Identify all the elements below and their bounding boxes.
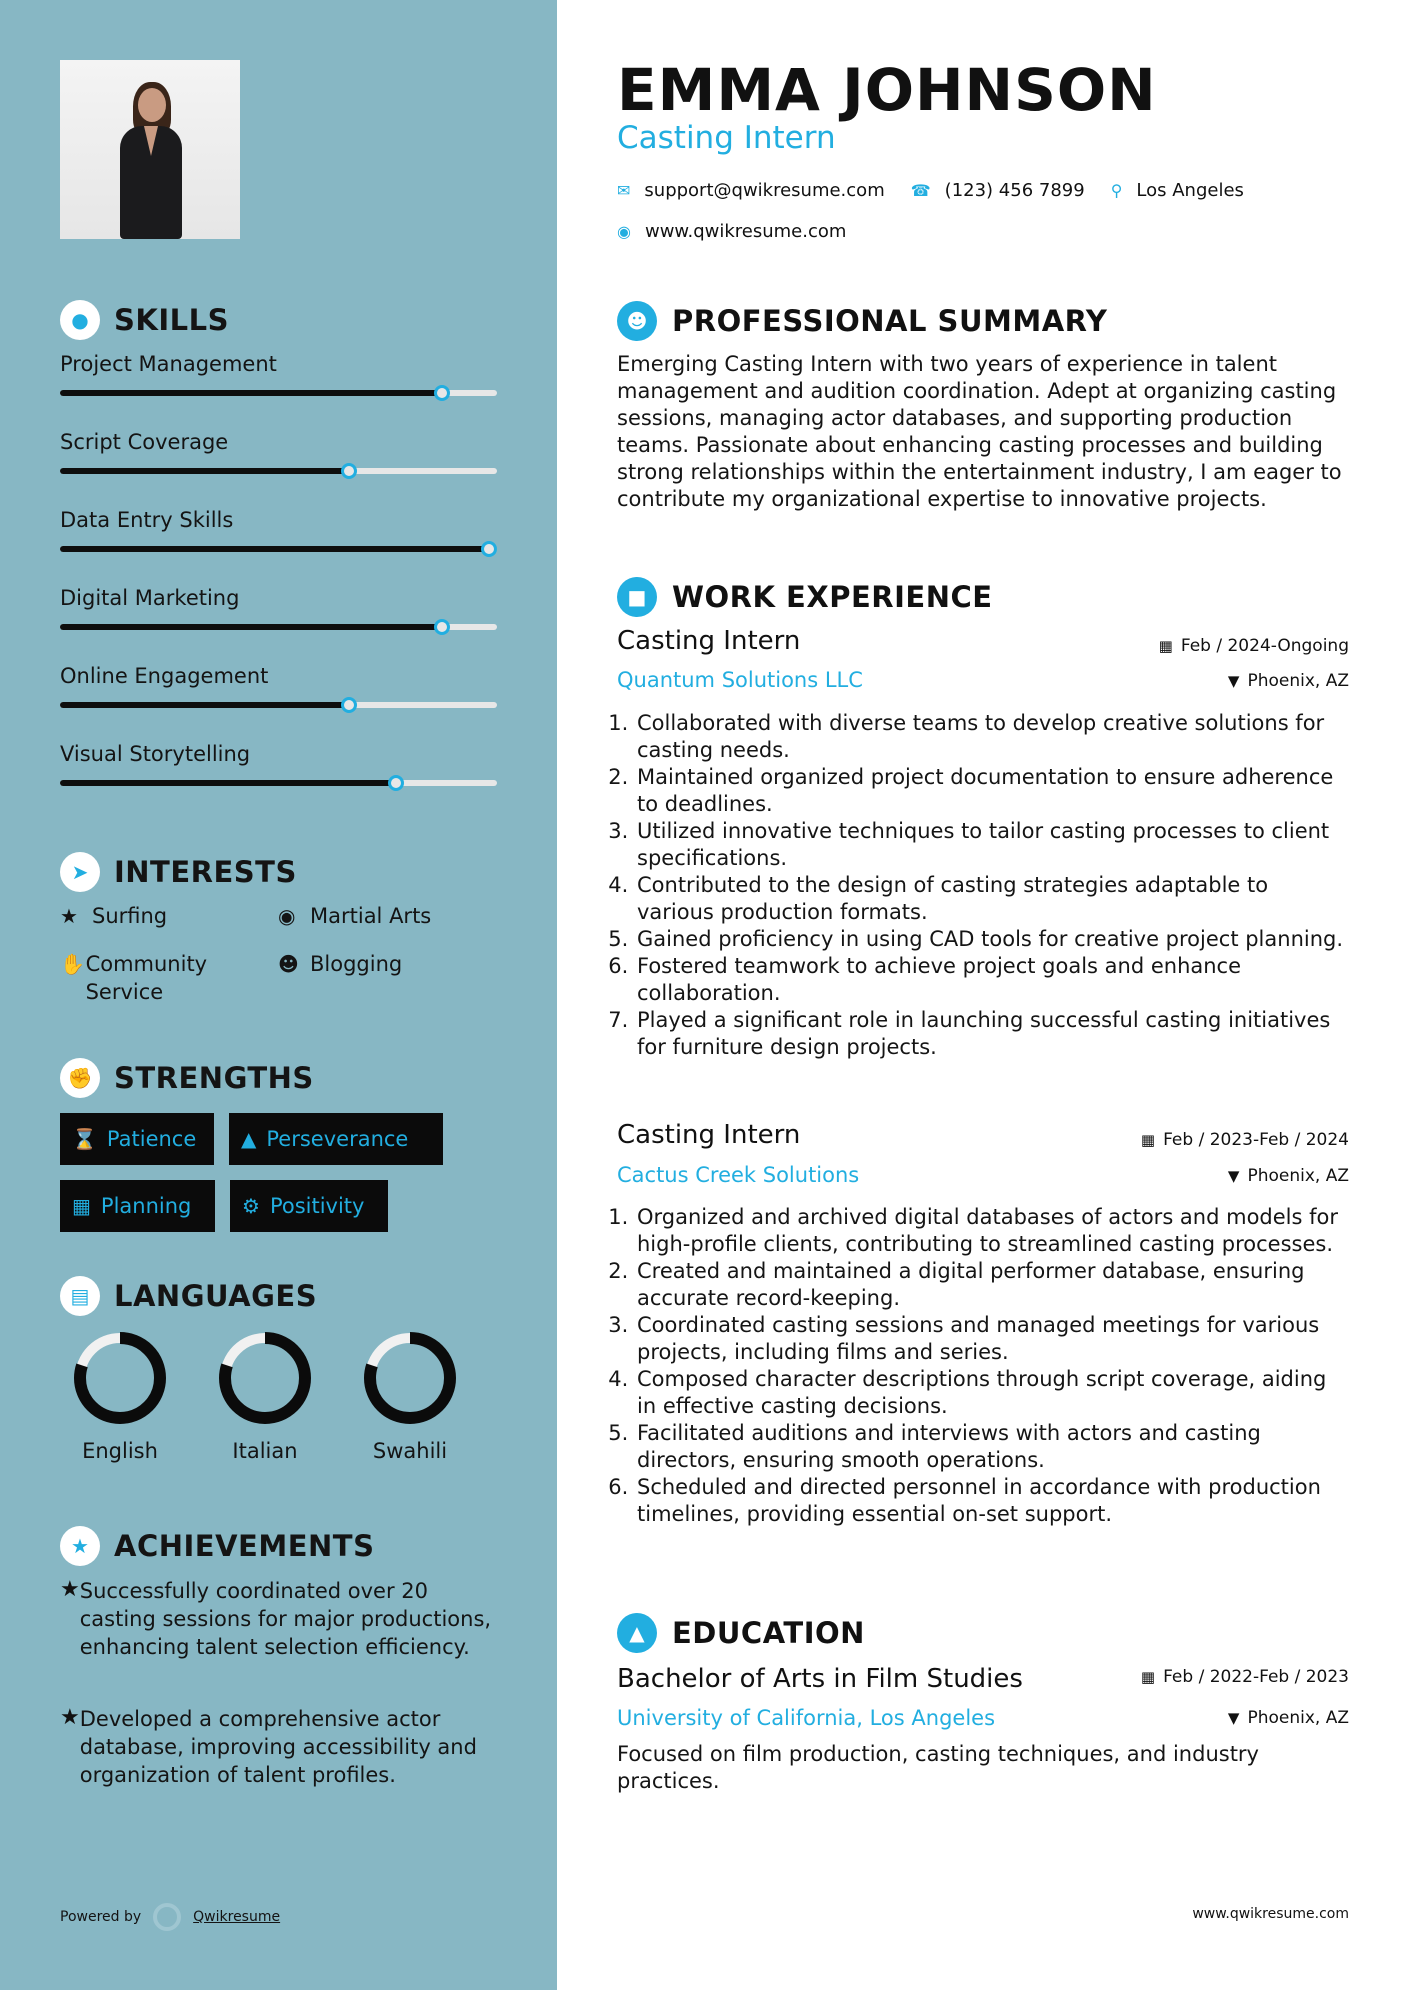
website-link[interactable]: www.qwikresume.com [644, 221, 847, 242]
education-text: Focused on film production, casting techniques, and industry practices. [617, 1742, 1259, 1793]
globe-icon: ◉ [617, 222, 631, 241]
job-location [1228, 1166, 1349, 1186]
skill-bar-fill [60, 780, 396, 786]
powered-by [60, 1903, 280, 1931]
interests-title: INTERESTS [114, 855, 297, 889]
hourglass-icon: ⌛ [72, 1127, 97, 1151]
skill-label: Digital Marketing [60, 586, 240, 610]
skill-label: Script Coverage [60, 430, 229, 454]
chair-icon: ■ [617, 577, 657, 617]
skill-item [60, 586, 497, 610]
skill-bar-fill [60, 702, 349, 708]
star-icon: ★ [60, 904, 78, 928]
skill-bar-fill [60, 390, 442, 396]
duty-item: 3. Coordinated casting sessions and managed meetings for various projects, including films and series. [635, 1312, 1349, 1366]
language-label: Swahili [372, 1439, 448, 1463]
duty-item: 5. Facilitated auditions and interviews with actors and casting directors, ensuring smooth operations. [635, 1420, 1349, 1474]
envelope-icon: ✉ [617, 181, 631, 200]
star-badge-icon: ★ [60, 1526, 100, 1566]
skill-bar-knob [481, 541, 497, 557]
language-item [205, 1331, 325, 1463]
education-title: EDUCATION [672, 1616, 865, 1650]
interests-heading [60, 852, 297, 892]
skill-bar [60, 702, 497, 708]
strength-chip [229, 1113, 443, 1165]
candidate-name: EMMA JOHNSON [617, 56, 1157, 124]
duty-item: 3. Utilized innovative techniques to tailor casting processes to client specifications. [635, 818, 1349, 872]
footer-website[interactable]: www.qwikresume.com [1192, 1906, 1349, 1922]
job-date-text: Feb / 2024-Ongoing [1180, 636, 1349, 656]
strengths-title: STRENGTHS [114, 1061, 314, 1095]
job-location-text: Phoenix, AZ [1247, 1166, 1349, 1186]
strength-label: Positivity [269, 1194, 365, 1218]
skill-bar [60, 468, 497, 474]
users-icon: ☻ [278, 952, 299, 976]
duty-item: 6. Scheduled and directed personnel in accordance with production timelines, providing essential on-set support. [635, 1474, 1349, 1528]
shooting-star-icon: ★ [60, 1577, 80, 1602]
interest-label: Surfing [92, 904, 168, 928]
skill-bar-knob [341, 463, 357, 479]
qwikresume-logo-icon [153, 1903, 181, 1931]
language-item [60, 1331, 180, 1463]
paper-plane-icon: ➤ [60, 852, 100, 892]
pin-icon: ▼ [1227, 1709, 1240, 1727]
achievements-title: ACHIEVEMENTS [114, 1529, 375, 1563]
calendar-icon: ▦ [1140, 1668, 1156, 1686]
job-company: Quantum Solutions LLC [617, 668, 863, 692]
education-location [1228, 1708, 1349, 1728]
achievement-text: Successfully coordinated over 20 casting sessions for major productions, enhancing talent selection efficiency. [79, 1579, 492, 1659]
id-card-icon: ▤ [60, 1276, 100, 1316]
interest-label: Community Service [85, 952, 208, 1004]
skill-bar-knob [434, 619, 450, 635]
pin-icon: ▼ [1227, 672, 1240, 690]
achievement-text: Developed a comprehensive actor database, improving accessibility and organization of talent profiles. [79, 1707, 477, 1787]
skill-bar-fill [60, 468, 349, 474]
summary-title: PROFESSIONAL SUMMARY [672, 304, 1108, 338]
interest-label: Blogging [310, 952, 403, 976]
skill-bar [60, 546, 497, 552]
skill-item [60, 508, 497, 532]
skill-item [60, 430, 497, 454]
strength-chip [60, 1180, 215, 1232]
education-date-text: Feb / 2022-Feb / 2023 [1163, 1667, 1349, 1687]
language-level-ring [73, 1331, 167, 1425]
summary-heading [617, 301, 1107, 341]
languages-title: LANGUAGES [114, 1279, 318, 1313]
duty-item: 5. Gained proficiency in using CAD tools for creative project planning. [635, 926, 1349, 953]
education-heading [617, 1613, 865, 1653]
job-date [1159, 636, 1349, 656]
skills-heading [60, 300, 229, 340]
duty-item: 7. Played a significant role in launching successful casting initiatives for furniture design projects. [635, 1007, 1349, 1061]
gear-icon: ⚙ [242, 1194, 260, 1218]
skill-label: Visual Storytelling [60, 742, 251, 766]
skill-bar [60, 624, 497, 630]
shooting-star-icon: ★ [60, 1705, 80, 1730]
language-label: English [82, 1439, 158, 1463]
skill-item [60, 664, 497, 688]
strength-label: Perseverance [266, 1127, 409, 1151]
duty-item: 1. Organized and archived digital databases of actors and models for high-profile clients, contributing to streamlined casting processes. [635, 1204, 1349, 1258]
skill-label: Online Engagement [60, 664, 269, 688]
languages-heading [60, 1276, 317, 1316]
globe-icon: ◉ [278, 904, 296, 928]
job-company: Cactus Creek Solutions [617, 1163, 860, 1187]
phone-icon: ☎ [910, 181, 931, 200]
skill-bar-fill [60, 624, 442, 630]
achievement-item [60, 1705, 500, 1789]
skills-title: SKILLS [114, 303, 229, 337]
strength-label: Patience [106, 1127, 197, 1151]
language-level-ring [218, 1331, 312, 1425]
candidate-role: Casting Intern [617, 120, 836, 156]
language-level-ring [363, 1331, 457, 1425]
interest-item [278, 950, 402, 978]
skill-label: Data Entry Skills [60, 508, 234, 532]
duty-item: 2. Maintained organized project documentation to ensure adherence to deadlines. [635, 764, 1349, 818]
skill-bar-knob [388, 775, 404, 791]
strengths-heading [60, 1058, 314, 1098]
interest-label: Martial Arts [310, 904, 432, 928]
duty-item: 2. Created and maintained a digital performer database, ensuring accurate record-keeping. [635, 1258, 1349, 1312]
job-duties [617, 1204, 1349, 1528]
pin-icon: ▼ [1227, 1167, 1240, 1185]
contact-row [617, 180, 1270, 201]
lightbulb-icon: ● [60, 300, 100, 340]
strength-label: Planning [100, 1194, 192, 1218]
degree-title: Bachelor of Arts in Film Studies [617, 1664, 1023, 1694]
achievement-item [60, 1577, 500, 1661]
interest-item [60, 902, 167, 930]
experience-title: WORK EXPERIENCE [672, 580, 993, 614]
map-pin-icon: ⚲ [1110, 181, 1123, 200]
skill-bar-knob [434, 385, 450, 401]
experience-heading [617, 577, 993, 617]
summary-text: Emerging Casting Intern with two years of experience in talent management and audition coordination. Adept at organizing casting sessions, managing actor databases, and supporting production teams. Passionate about enhancing casting processes and building strong relationships within the entertainment industry, I am eager to contribute my organizational expertise to innovative projects. [617, 352, 1342, 511]
powered-by-label: Powered by [60, 1909, 142, 1925]
skill-item [60, 352, 497, 376]
duty-item: 6. Fostered teamwork to achieve project goals and enhance collaboration. [635, 953, 1349, 1007]
job-duties [617, 710, 1349, 1061]
skill-bar [60, 780, 497, 786]
skill-bar-fill [60, 546, 489, 552]
profile-photo [60, 60, 240, 239]
duty-item: 4. Composed character descriptions through script coverage, aiding in effective casting decisions. [635, 1366, 1349, 1420]
hand-icon: ✋ [60, 952, 85, 976]
skill-bar-knob [341, 697, 357, 713]
job-date-text: Feb / 2023-Feb / 2024 [1163, 1130, 1349, 1150]
achievements-heading [60, 1526, 374, 1566]
interest-item [60, 950, 250, 1006]
school-name: University of California, Los Angeles [617, 1706, 996, 1730]
user-icon: ☻ [617, 301, 657, 341]
skill-bar [60, 390, 497, 396]
job-date [1141, 1130, 1349, 1150]
calendar-icon: ▦ [72, 1194, 91, 1218]
education-location-text: Phoenix, AZ [1247, 1708, 1349, 1728]
graduation-icon: ▲ [617, 1613, 657, 1653]
interest-item [278, 902, 431, 930]
phone-number: (123) 456 7899 [944, 180, 1085, 201]
job-title: Casting Intern [617, 1120, 801, 1150]
education-date [1141, 1667, 1349, 1687]
duty-item: 1. Collaborated with diverse teams to develop creative solutions for casting needs. [635, 710, 1349, 764]
email-link[interactable]: support@qwikresume.com [644, 180, 885, 201]
sidebar [0, 0, 557, 1990]
calendar-icon: ▦ [1158, 637, 1173, 655]
skill-item [60, 742, 497, 766]
location-text: Los Angeles [1136, 180, 1244, 201]
skill-label: Project Management [60, 352, 277, 376]
website-row [617, 221, 872, 242]
binoculars-icon: ▲ [241, 1127, 257, 1151]
language-item [350, 1331, 470, 1463]
duty-item: 4. Contributed to the design of casting strategies adaptable to various production formats. [635, 872, 1349, 926]
strength-chip [230, 1180, 388, 1232]
job-location-text: Phoenix, AZ [1247, 671, 1349, 691]
job-location [1228, 671, 1349, 691]
calendar-icon: ▦ [1140, 1131, 1156, 1149]
job-title: Casting Intern [617, 626, 801, 656]
strength-chip [60, 1113, 214, 1165]
brand-link[interactable]: Qwikresume [193, 1909, 281, 1925]
fist-icon: ✊ [60, 1058, 100, 1098]
language-label: Italian [232, 1439, 298, 1463]
